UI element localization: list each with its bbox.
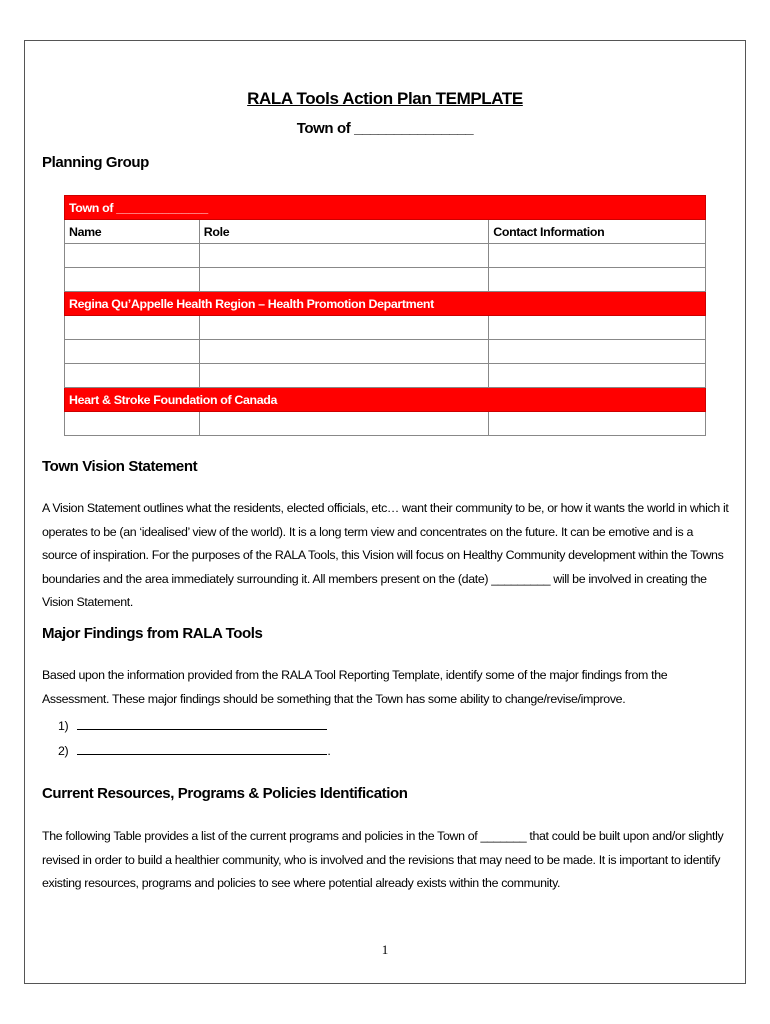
table-row	[65, 412, 706, 436]
column-header-contact: Contact Information	[489, 220, 706, 244]
role-cell[interactable]	[199, 268, 488, 292]
column-header-role: Role	[199, 220, 488, 244]
table-header-row	[65, 220, 706, 244]
resources-text-end: that could be built upon and/or slightly revised in order to build a healthier community, who is involved and the revisions that may need to be made. It is important to identify existing resources, programs and policies to see where potential already exists within the community.	[42, 829, 724, 890]
name-cell[interactable]	[65, 364, 200, 388]
org-row-health-region	[65, 292, 706, 316]
vision-paragraph	[42, 497, 730, 615]
list-number: 2)	[58, 744, 69, 758]
column-header-name: Name	[65, 220, 200, 244]
resources-text: The following Table provides a list of the current programs and policies in the Town of	[42, 829, 481, 843]
vision-heading: Town Vision Statement	[42, 458, 198, 475]
vision-date-blank[interactable]: _________	[491, 571, 551, 586]
planning-group-table	[64, 195, 706, 436]
findings-heading: Major Findings from RALA Tools	[42, 625, 263, 642]
finding-1-line[interactable]	[77, 717, 327, 730]
role-cell[interactable]	[199, 364, 488, 388]
org-label: Heart & Stroke Foundation of Canada	[65, 388, 706, 412]
role-cell[interactable]	[199, 316, 488, 340]
contact-cell[interactable]	[489, 244, 706, 268]
resources-paragraph	[42, 825, 730, 896]
name-cell[interactable]	[65, 412, 200, 436]
name-cell[interactable]	[65, 316, 200, 340]
list-number: 1)	[58, 719, 69, 733]
table-row	[65, 268, 706, 292]
resources-heading: Current Resources, Programs & Policies Identification	[42, 785, 408, 802]
contact-cell[interactable]	[489, 340, 706, 364]
contact-cell[interactable]	[489, 316, 706, 340]
list-item	[58, 742, 331, 758]
list-suffix: .	[327, 744, 331, 758]
name-cell[interactable]	[65, 268, 200, 292]
role-cell[interactable]	[199, 244, 488, 268]
vision-text: A Vision Statement outlines what the residents, elected officials, etc… want their community to be, or how it wants the world in which it operates to be (an ‘idealised’ view of the world). It is a long term view and concentrates on the future. It can be emotive and is a source of inspiration. For the purposes of the RALA Tools, this Vision will focus on Healthy Community development within the Towns boundaries and the area immediately surrounding it. All members present on the (date)	[42, 501, 729, 586]
name-cell[interactable]	[65, 244, 200, 268]
table-row	[65, 244, 706, 268]
town-row	[65, 196, 706, 220]
planning-group-heading: Planning Group	[42, 154, 149, 171]
contact-cell[interactable]	[489, 364, 706, 388]
role-cell[interactable]	[199, 412, 488, 436]
page-number: 1	[381, 942, 389, 957]
contact-cell[interactable]	[489, 268, 706, 292]
document-title: RALA Tools Action Plan TEMPLATE	[247, 89, 523, 108]
document-subtitle: Town of _______________	[296, 120, 474, 137]
town-name-blank[interactable]: _______	[480, 829, 527, 843]
finding-2-line[interactable]	[77, 742, 327, 755]
table-row	[65, 340, 706, 364]
findings-paragraph: Based upon the information provided from the RALA Tool Reporting Template, identify some of the major findings from the Assessment. These major findings should be something that the Town has some ability to change/revise/improve.	[42, 668, 668, 706]
org-label: Regina Qu’Appelle Health Region – Health Promotion Department	[65, 292, 706, 316]
vision-text-end: will be involved in creating the Vision Statement.	[42, 571, 707, 609]
name-cell[interactable]	[65, 340, 200, 364]
list-item	[58, 717, 327, 733]
table-row	[65, 364, 706, 388]
contact-cell[interactable]	[489, 412, 706, 436]
role-cell[interactable]	[199, 340, 488, 364]
town-row-label: Town of ______________	[65, 196, 706, 220]
org-row-heart-stroke	[65, 388, 706, 412]
table-row	[65, 316, 706, 340]
